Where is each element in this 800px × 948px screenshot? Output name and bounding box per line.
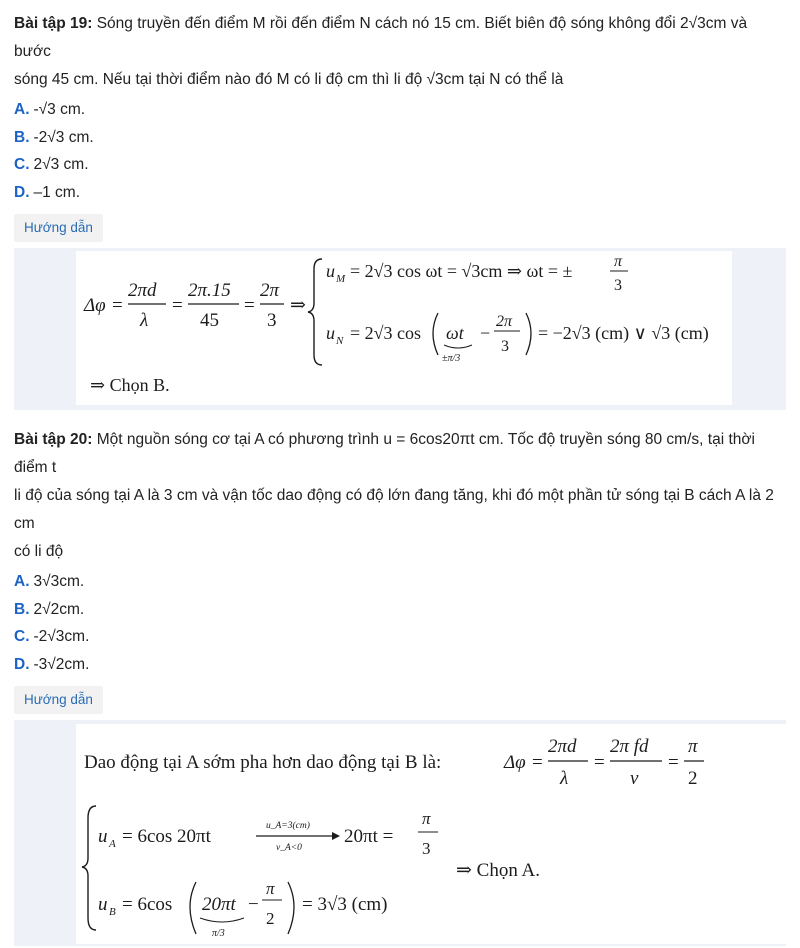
option-key: C.: [14, 628, 30, 645]
fraction-denominator: 3: [267, 310, 277, 331]
option-text: –1 cm.: [33, 183, 81, 201]
svg-text:=: =: [112, 295, 123, 316]
u-b-equation: = 6cos: [122, 894, 173, 915]
option-a[interactable]: [14, 568, 786, 596]
option-key: D.: [14, 183, 30, 201]
option-key: D.: [14, 655, 30, 673]
fraction-numerator: 2πd: [548, 736, 577, 757]
two-pi-numerator: 2π: [496, 313, 513, 330]
u-a-subscript: A: [109, 838, 116, 850]
fraction-numerator: 2π.15: [188, 280, 231, 301]
solution-formula: [76, 251, 732, 405]
option-b[interactable]: [14, 124, 786, 152]
exercise-19-title: Bài tập 19:: [14, 15, 93, 32]
exercise-19: [14, 0, 786, 410]
solution-formula-image: [76, 251, 732, 405]
fraction-denominator: 2: [266, 909, 275, 928]
solution-formula: [76, 724, 796, 944]
exercise-20-question-line1: Một nguồn sóng cơ tại A có phương trình u = 6cos20πt cm. Tốc độ truyền sóng 80 cm/s, tại thời điểm t: [14, 431, 755, 476]
option-key: C.: [14, 156, 30, 173]
exercise-20-options: [14, 568, 786, 678]
solution-intro: Dao động tại A sớm pha hơn dao động tại B là:: [84, 752, 442, 773]
exercise-20: [14, 410, 786, 946]
option-key: B.: [14, 600, 30, 618]
option-text: -2√3cm.: [33, 628, 90, 645]
option-text: -2√3 cm.: [33, 128, 94, 146]
fraction-denominator: 3: [422, 839, 431, 858]
fraction-numerator: π: [422, 809, 431, 828]
option-text: 2√2cm.: [33, 600, 85, 618]
exercise-19-question-line2: sóng 45 cm. Nếu tại thời điểm nào đó M có li độ cm thì li độ √3cm tại N có thể là: [14, 71, 564, 88]
u-b-symbol: u: [98, 894, 108, 915]
pm-pi-over-3: ±π/3: [442, 353, 461, 364]
option-key: B.: [14, 128, 30, 146]
svg-text:=: =: [532, 752, 543, 773]
delta-phi: Δφ: [84, 295, 106, 316]
option-d[interactable]: [14, 179, 786, 207]
three-denominator: 3: [614, 277, 622, 294]
option-text: -√3 cm.: [33, 101, 86, 118]
option-key: A.: [14, 573, 30, 590]
exercise-19-question-line1: Sóng truyền đến điểm M rồi đến điểm N cách nó 15 cm. Biết biên độ sóng không đổi 2√3cm và bước: [14, 15, 748, 60]
solution-formula-image: [76, 724, 796, 944]
omega-t: ωt: [446, 323, 464, 343]
fraction-numerator: 2π: [260, 280, 280, 301]
u-n-equation: = 2√3 cos: [350, 323, 422, 343]
pi-over-3: π/3: [212, 928, 225, 939]
svg-text:=: =: [244, 295, 255, 316]
delta-phi: Δφ: [504, 752, 526, 773]
svg-text:−: −: [248, 894, 259, 915]
u-m-subscript: M: [336, 273, 346, 285]
option-a[interactable]: [14, 96, 786, 124]
fraction-denominator: λ: [140, 310, 149, 331]
fraction-numerator: π: [688, 736, 698, 757]
twenty-pi-t: 20πt: [202, 894, 236, 915]
option-c[interactable]: [14, 151, 786, 179]
option-text: -3√2cm.: [33, 655, 90, 673]
u-m-equation: = 2√3 cos ωt = √3cm ⇒ ωt = ±: [350, 261, 573, 281]
fraction-numerator: π: [266, 879, 275, 898]
svg-text:=: =: [594, 752, 605, 773]
exercise-20-question-line2: li độ của sóng tại A là 3 cm và vận tốc dao động có độ lớn đang tăng, khi đó một phần tử sóng tại B cách A là 2 cm: [14, 487, 774, 532]
exercise-19-options: [14, 96, 786, 206]
exercise-19-question: [14, 10, 786, 94]
exercise-20-title: Bài tập 20:: [14, 431, 93, 448]
svg-text:⇒: ⇒: [290, 295, 306, 316]
arrow-condition-bottom: v_A<0: [276, 843, 302, 853]
option-d[interactable]: [14, 651, 786, 679]
svg-text:=: =: [668, 752, 679, 773]
option-key: A.: [14, 101, 30, 118]
u-n-subscript: N: [336, 335, 344, 347]
u-m-symbol: u: [326, 261, 335, 281]
u-b-subscript: B: [109, 906, 116, 918]
option-c[interactable]: [14, 623, 786, 651]
fraction-denominator: λ: [560, 768, 569, 789]
fraction-denominator: 2: [688, 768, 698, 789]
u-a-equation: = 6cos 20πt: [122, 826, 211, 847]
guide-toggle-button[interactable]: Hướng dẫn: [14, 214, 103, 242]
u-a-result: 20πt =: [344, 826, 394, 847]
option-text: 3√3cm.: [33, 573, 85, 590]
exercise-20-question: [14, 426, 786, 566]
fraction-numerator: 2π fd: [610, 736, 649, 757]
exercise-20-question-line3: có li độ: [14, 543, 64, 560]
conclusion-choose-a: ⇒ Chọn A.: [456, 860, 541, 881]
exercise-19-solution: [14, 248, 786, 410]
u-b-result: = 3√3 (cm): [302, 894, 388, 915]
option-text: 2√3 cm.: [33, 156, 89, 173]
u-n-result: = −2√3 (cm) ∨ √3 (cm): [538, 323, 709, 343]
u-n-symbol: u: [326, 323, 335, 343]
u-a-symbol: u: [98, 826, 108, 847]
arrow-condition-top: u_A=3(cm): [266, 821, 310, 831]
fraction-denominator: 45: [200, 310, 219, 331]
three-denominator: 3: [501, 338, 509, 355]
pi-numerator: π: [614, 253, 623, 270]
svg-text:−: −: [480, 323, 491, 343]
svg-text:=: =: [172, 295, 183, 316]
fraction-denominator: v: [630, 768, 639, 789]
exercise-20-solution: [14, 720, 786, 946]
option-b[interactable]: [14, 596, 786, 624]
fraction-numerator: 2πd: [128, 280, 157, 301]
conclusion-choose-b: ⇒ Chọn B.: [90, 375, 170, 395]
guide-toggle-button[interactable]: Hướng dẫn: [14, 686, 103, 714]
